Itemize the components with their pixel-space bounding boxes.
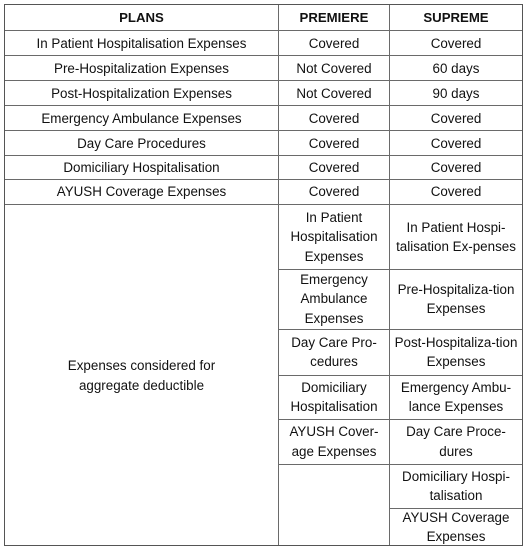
supreme-sub-divider bbox=[390, 464, 522, 465]
row-divider bbox=[5, 55, 522, 56]
premiere-sub-divider bbox=[279, 329, 389, 330]
supreme-sub-divider bbox=[390, 375, 522, 376]
row-divider bbox=[5, 130, 522, 131]
row-supreme-value: Covered bbox=[430, 184, 482, 200]
row-premiere-value: Covered bbox=[308, 184, 360, 200]
deductible-supreme-item: Post-Hospitaliza-tion Expenses bbox=[394, 334, 518, 369]
deductible-supreme-item: Domiciliary Hospi-talisation bbox=[402, 468, 510, 503]
header-supreme: SUPREME bbox=[423, 10, 489, 26]
supreme-sub-divider bbox=[390, 508, 522, 509]
supreme-sub-divider bbox=[390, 419, 522, 420]
row-feature: In Patient Hospitalisation Expenses bbox=[36, 35, 247, 51]
row-premiere-value: Not Covered bbox=[296, 60, 372, 76]
row-premiere-value: Covered bbox=[308, 160, 360, 176]
deductible-premiere-item: AYUSH Cover-age Expenses bbox=[289, 424, 379, 459]
deductible-supreme-item: Emergency Ambu-lance Expenses bbox=[400, 379, 512, 414]
header-premiere: PREMIERE bbox=[299, 10, 369, 26]
row-feature: Post-Hospitalization Expenses bbox=[51, 85, 232, 101]
deductible-premiere-item: Domiciliary Hospitalisation bbox=[290, 379, 378, 414]
supreme-sub-divider bbox=[390, 329, 522, 330]
row-divider bbox=[5, 155, 522, 156]
row-feature: Pre-Hospitalization Expenses bbox=[54, 60, 229, 76]
deductible-premiere-item: Day Care Pro-cedures bbox=[291, 334, 377, 369]
row-premiere-value: Covered bbox=[308, 135, 360, 151]
row-feature: Emergency Ambulance Expenses bbox=[41, 110, 242, 126]
deductible-supreme-item: In Patient Hospi-talisation Ex-penses bbox=[396, 219, 516, 254]
row-premiere-value: Not Covered bbox=[296, 85, 372, 101]
premiere-sub-divider bbox=[279, 464, 389, 465]
row-divider bbox=[5, 179, 522, 180]
row-divider bbox=[5, 30, 522, 31]
premiere-sub-divider bbox=[279, 269, 389, 270]
row-supreme-value: 90 days bbox=[432, 85, 480, 101]
row-divider bbox=[5, 105, 522, 106]
row-supreme-value: Covered bbox=[430, 110, 482, 126]
deductible-supreme-item: Day Care Proce-dures bbox=[406, 424, 506, 459]
deductible-label: Expenses considered for aggregate deductible bbox=[67, 358, 216, 393]
column-divider bbox=[389, 5, 390, 545]
row-premiere-value: Covered bbox=[308, 110, 360, 126]
row-feature: Domiciliary Hospitalisation bbox=[63, 160, 220, 176]
premiere-sub-divider bbox=[279, 419, 389, 420]
row-divider bbox=[5, 204, 522, 205]
row-divider bbox=[5, 80, 522, 81]
deductible-supreme-item: AYUSH Coverage Expenses bbox=[402, 509, 510, 544]
row-supreme-value: 60 days bbox=[432, 60, 480, 76]
row-supreme-value: Covered bbox=[430, 35, 482, 51]
premiere-sub-divider bbox=[279, 375, 389, 376]
deductible-premiere-item: Emergency Ambulance Expenses bbox=[300, 271, 368, 326]
deductible-supreme-item: Pre-Hospitaliza-tion Expenses bbox=[397, 281, 515, 316]
plans-comparison-table bbox=[4, 4, 523, 546]
deductible-premiere-item: In Patient Hospitalisation Expenses bbox=[290, 209, 378, 264]
header-plans: PLANS bbox=[119, 10, 164, 26]
row-supreme-value: Covered bbox=[430, 135, 482, 151]
row-premiere-value: Covered bbox=[308, 35, 360, 51]
supreme-sub-divider bbox=[390, 269, 522, 270]
row-feature: AYUSH Coverage Expenses bbox=[56, 184, 227, 200]
row-feature: Day Care Procedures bbox=[77, 135, 206, 151]
row-supreme-value: Covered bbox=[430, 160, 482, 176]
column-divider bbox=[278, 5, 279, 545]
